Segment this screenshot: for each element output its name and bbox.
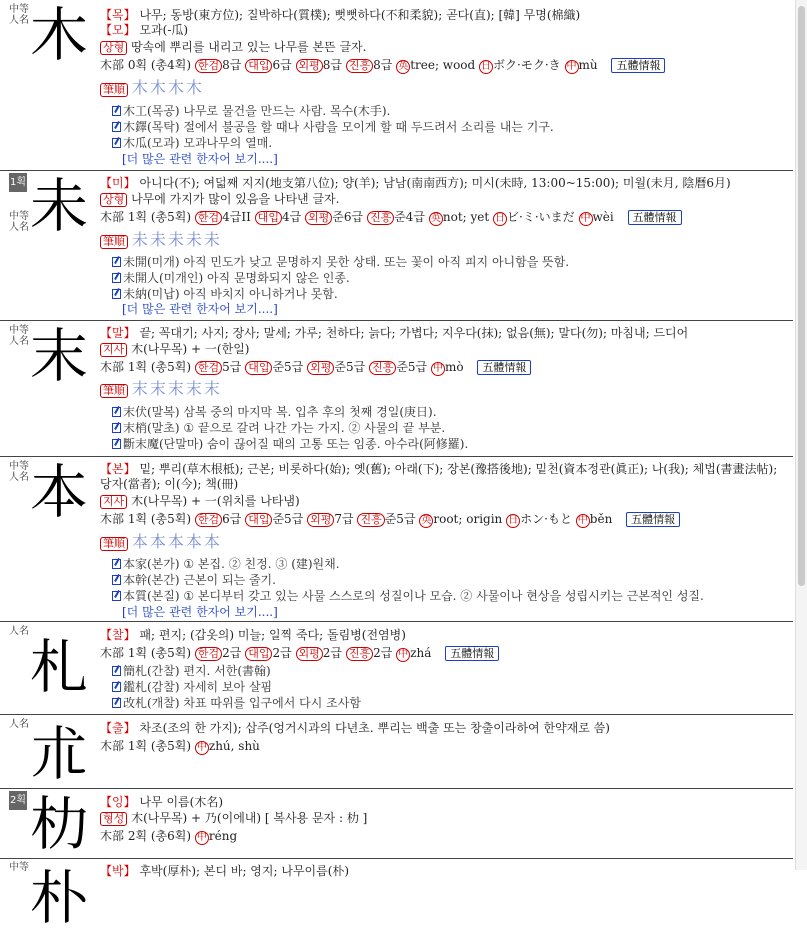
stroke-order-tag: 筆順 (100, 83, 128, 97)
pen-icon (112, 106, 121, 116)
five-styles-button[interactable]: 五體情報 (626, 512, 680, 527)
stroke-order: 木木木木 (131, 78, 204, 97)
level-label: 人名 (9, 626, 29, 637)
headword: 未 (30, 172, 89, 240)
related-word[interactable]: 木瓜(모과) 모과나무의 열매. (112, 136, 272, 151)
headword: 木 (30, 1, 89, 69)
related-word[interactable]: 木鐸(목탁) 절에서 불공을 할 때나 사람을 모이게 할 때 두드려서 소리를 내는 기구. (112, 120, 554, 135)
more-words-link[interactable]: [더 많은 관련 한자어 보기....] (122, 302, 278, 316)
meaning: 후박(厚朴); 본디 바; 영지; 나무이름(朴) (139, 864, 350, 878)
pen-icon (112, 289, 121, 299)
five-styles-button[interactable]: 五體情報 (628, 210, 682, 225)
more-words-link[interactable]: [더 많은 관련 한자어 보기....] (122, 605, 278, 619)
related-word[interactable]: 本幹(본간) 근본이 되는 줄기. (112, 573, 276, 588)
entry-bon: 中等人名 本 【본】 밑; 뿌리(草木根柢); 근본; 비롯하다(始); 옛(舊); 아래(下); 장본(豫搭後地); 밑천(資本정관(眞正); 나(我); 체법(書畫法帖); 당자(當者); 이(今); 책(冊) 지사 木(나무목) + 一(위치를 나타냄) 木部 1획 (총5획) 한검 6급 대입 준5급 외평 7급 진흥 준5급 英 root; origin 日 ホン·もと 中 běn 五體情報 筆順 本本本本本 本家(본가) ① 본집. ② 친정. ③ (建)원채. 本幹(본간) 근본이 되는 줄기. 本質(본질) ① 본디부터 갖고 있는 사물 스스로의 성질이나 모습. ② 사물이나 현상을 성립시키는 근본적인 성질. [더 많은 관련 한자어 보기....] (0, 457, 793, 622)
related-word[interactable]: 末伏(말복) 삼복 중의 마지막 복. 입추 후의 첫째 경일(庚日). (112, 405, 437, 420)
entry-mi: 1획 中等人名 未 【미】 아니다(不); 여덟째 지지(地支第八位); 양(羊); 남남(南南西方); 미시(未時, 13:00~15:00); 미월(未月, 陰曆6月) 상형 나무에 가지가 많이 있음을 나타낸 글자. 木部 1획 (총5획) 한검 4급II 대입 4급 외평 준6급 진흥 준4급 英 not; yet 日 ビ·ミ·いまだ 中 wèi 五體情報 筆順 未未未未未 未開(미개) 아직 민도가 낮고 문명하지 못한 상태. 또는 꽃이 아직 피지 아니함을 뜻함. 未開人(미개인) 아직 문명화되지 않은 인종. 未納(미납) 아직 바치지 아니하거나 못함. [더 많은 관련 한자어 보기....] (0, 171, 793, 321)
pen-icon (112, 138, 121, 148)
pen-icon (112, 257, 121, 267)
related-word[interactable]: 改札(개찰) 차표 따위를 입구에서 다시 조사함 (112, 696, 361, 711)
info-row: 木部 1획 (총5획) 한검 4급II 대입 4급 외평 준6급 진흥 준4급 英 not; yet 日 ビ·ミ·いまだ 中 wèi 五體情報 (100, 210, 682, 226)
pen-icon (112, 666, 121, 676)
five-styles-button[interactable]: 五體情報 (477, 360, 531, 375)
pen-icon (112, 575, 121, 585)
stroke-group-badge: 2획 (9, 791, 27, 810)
pen-icon (112, 559, 121, 569)
level-label: 中等人名 (9, 461, 29, 483)
more-words-link[interactable]: [더 많은 관련 한자어 보기....] (122, 152, 278, 166)
entry-bak: 中等 朴 【박】 후박(厚朴); 본디 바; 영지; 나무이름(朴) (9, 862, 350, 932)
headword: 本 (30, 458, 89, 526)
formation: 땅속에 뿌리를 내리고 있는 나무를 본뜬 글자. (131, 40, 367, 54)
related-word[interactable]: 未納(미납) 아직 바치지 아니하거나 못함. (112, 287, 338, 302)
headword: 朸 (30, 790, 89, 858)
scrollbar-thumb[interactable] (798, 6, 805, 586)
entry-chul: 人名 朮 【출】 차조(조의 한 가지); 삽주(엉거시과의 다년초. 뿌리는 백출 또는 창출이라하여 한약재로 씀) 木部 1획 (총5획) 中 zhú, shù (0, 715, 793, 789)
related-word[interactable]: 本家(본가) ① 본집. ② 친정. ③ (建)원채. (112, 557, 340, 572)
related-word[interactable]: 鑑札(감찰) 자세히 보아 살핌 (112, 680, 272, 695)
vertical-scrollbar[interactable] (795, 0, 807, 870)
pen-icon (112, 273, 121, 283)
info-row: 木部 1획 (총5획) 中 zhú, shù (100, 739, 260, 753)
related-word[interactable]: 本質(본질) ① 본디부터 갖고 있는 사물 스스로의 성질이나 모습. ② 사물이나 현상을 성립시키는 근본적인 성질. (112, 589, 704, 604)
level-label: 中等人名 (9, 211, 29, 233)
five-styles-button[interactable]: 五體情報 (445, 646, 499, 661)
pen-icon (112, 591, 121, 601)
info-row: 木部 1획 (총5획) 한검 2급 대입 2급 외평 2급 진흥 2급 中 zhá 五體情報 (100, 646, 499, 662)
related-word[interactable]: 斷末魔(단말마) 숨이 끊어질 때의 고통 또는 임종. 아수라(阿修羅). (112, 437, 468, 452)
pen-icon (112, 122, 121, 132)
level-label: 中等 (9, 862, 29, 873)
headword: 朴 (30, 864, 89, 932)
formation-tag: 상형 (100, 41, 127, 55)
level-label: 中等人名 (9, 325, 29, 347)
related-word[interactable]: 未開(미개) 아직 민도가 낮고 문명하지 못한 상태. 또는 꽃이 아직 피지 아니함을 뜻함. (112, 255, 569, 270)
headword: 末 (30, 322, 89, 390)
entry-mal: 中等人名 末 【말】 끝; 꼭대기; 사지; 장사; 말세; 가루; 천하다; 늙다; 가볍다; 지우다(抹); 없음(無); 말다(勿); 마침내; 드디어 지사 木(나무목) + 一(한일) 木部 1획 (총5획) 한검 5급 대입 준5급 외평 준5급 진흥 준5급 中 mò 五體情報 筆順 末末末末末 末伏(말복) 삼복 중의 마지막 복. 입추 후의 첫째 경일(庚日). 末梢(말초) ① 끝으로 갈려 나간 가는 가지. ② 사물의 끝 부분. 斷末魔(단말마) 숨이 끊어질 때의 고통 또는 임종. 아수라(阿修羅). (0, 321, 793, 457)
reading: 목 (112, 8, 124, 22)
meaning: 아니다(不); 여덟째 지지(地支第八位); 양(羊); 남남(南南西方); 미시(未時, 13:00~15:00); 미월(未月, 陰曆6月) (139, 176, 731, 190)
entry-chal: 人名 札 【찰】 패; 편지; (갑옷의) 미늘; 일찍 죽다; 돌림병(전염병) 木部 1획 (총5획) 한검 2급 대입 2급 외평 2급 진흥 2급 中 zhá 五體情報 簡札(간찰) 편지. 서한(書翰) 鑑札(감찰) 자세히 보아 살핌 改札(개찰) 차표 따위를 입구에서 다시 조사함 (0, 622, 793, 715)
related-word[interactable]: 簡札(간찰) 편지. 서한(書翰) (112, 664, 271, 679)
level-label: 中等人名 (9, 4, 29, 26)
meaning: 패; 편지; (갑옷의) 미늘; 일찍 죽다; 돌림병(전염병) (139, 628, 406, 642)
meaning: 밑; 뿌리(草木根柢); 근본; 비롯하다(始); 옛(舊); 아래(下); 장본(豫搭後地); 밑천(資本정관(眞正); 나(我); 체법(書畫法帖); 당자(當者); 이(今); 책(冊) (100, 462, 778, 491)
stroke-group-badge: 1획 (9, 173, 27, 192)
meaning: 차조(조의 한 가지); 삽주(엉거시과의 다년초. 뿌리는 백출 또는 창출이라하여 한약재로 씀) (139, 721, 610, 735)
pen-icon (112, 682, 121, 692)
related-word[interactable]: 末梢(말초) ① 끝으로 갈려 나간 가는 가지. ② 사물의 끝 부분. (112, 421, 445, 436)
info-row: 木部 0획 (총4획) 한검 8급 대입 6급 외평 8급 진흥 8급 英 tree; wood 日 ボク·モク·き 中 mù 五體情報 (100, 58, 665, 74)
info-row: 木部 1획 (총5획) 한검 5급 대입 준5급 외평 준5급 진흥 준5급 中 mò 五體情報 (100, 360, 531, 376)
meaning: 끝; 꼭대기; 사지; 장사; 말세; 가루; 천하다; 늙다; 가볍다; 지우다(抹); 없음(無); 말다(勿); 마침내; 드디어 (139, 326, 689, 340)
meaning-alt: 모과(-瓜) (139, 23, 189, 37)
entry-ing: 2획 朸 【잉】 나무 이름(木名) 형성 木(나무목) + 乃(이에내) [ 복사용 문자 : 朸 ] 木部 2획 (총6획) 中 réng (0, 789, 793, 859)
info-row: 木部 2획 (총6획) 中 réng (100, 829, 238, 843)
pen-icon (112, 423, 121, 433)
meaning: 나무 이름(木名) (139, 795, 223, 809)
level-label: 人名 (9, 719, 29, 730)
entry-mok: 中等人名 木 【목】 나무; 동방(東方位); 질박하다(質樸); 뻣뻣하다(不和柔貌); 곧다(直); [韓] 무명(棉織) 【모】 모과(-瓜) 상형 땅속에 뿌리를 내리고 있는 나무를 본뜬 글자. 木部 0획 (총4획) 한검 8급 대입 6급 외평 8급 진흥 8급 英 tree; wood 日 ボク·モク·き 中 mù 五體情報 筆順 木木木木 木工(목공) 나무로 물건을 만드는 사람. 목수(木手). 木鐸(목탁) 절에서 불공을 할 때나 사람을 모이게 할 때 두드려서 소리를 내는 기구. 木瓜(모과) 모과나무의 열매. [더 많은 관련 한자어 보기....] (0, 0, 793, 171)
pen-icon (112, 698, 121, 708)
headword: 札 (30, 633, 89, 701)
reading-alt: 모 (112, 23, 124, 37)
related-word[interactable]: 未開人(미개인) 아직 문명화되지 않은 인종. (112, 271, 350, 286)
five-styles-button[interactable]: 五體情報 (611, 58, 665, 73)
pen-icon (112, 439, 121, 449)
info-row: 木部 1획 (총5획) 한검 6급 대입 준5급 외평 7급 진흥 준5급 英 root; origin 日 ホン·もと 中 běn 五體情報 (100, 512, 680, 528)
related-word[interactable]: 木工(목공) 나무로 물건을 만드는 사람. 목수(木手). (112, 104, 390, 119)
meaning: 나무; 동방(東方位); 질박하다(質樸); 뻣뻣하다(不和柔貌); 곧다(直); [韓] 무명(棉織) (139, 8, 581, 22)
pen-icon (112, 407, 121, 417)
headword: 朮 (30, 720, 89, 788)
